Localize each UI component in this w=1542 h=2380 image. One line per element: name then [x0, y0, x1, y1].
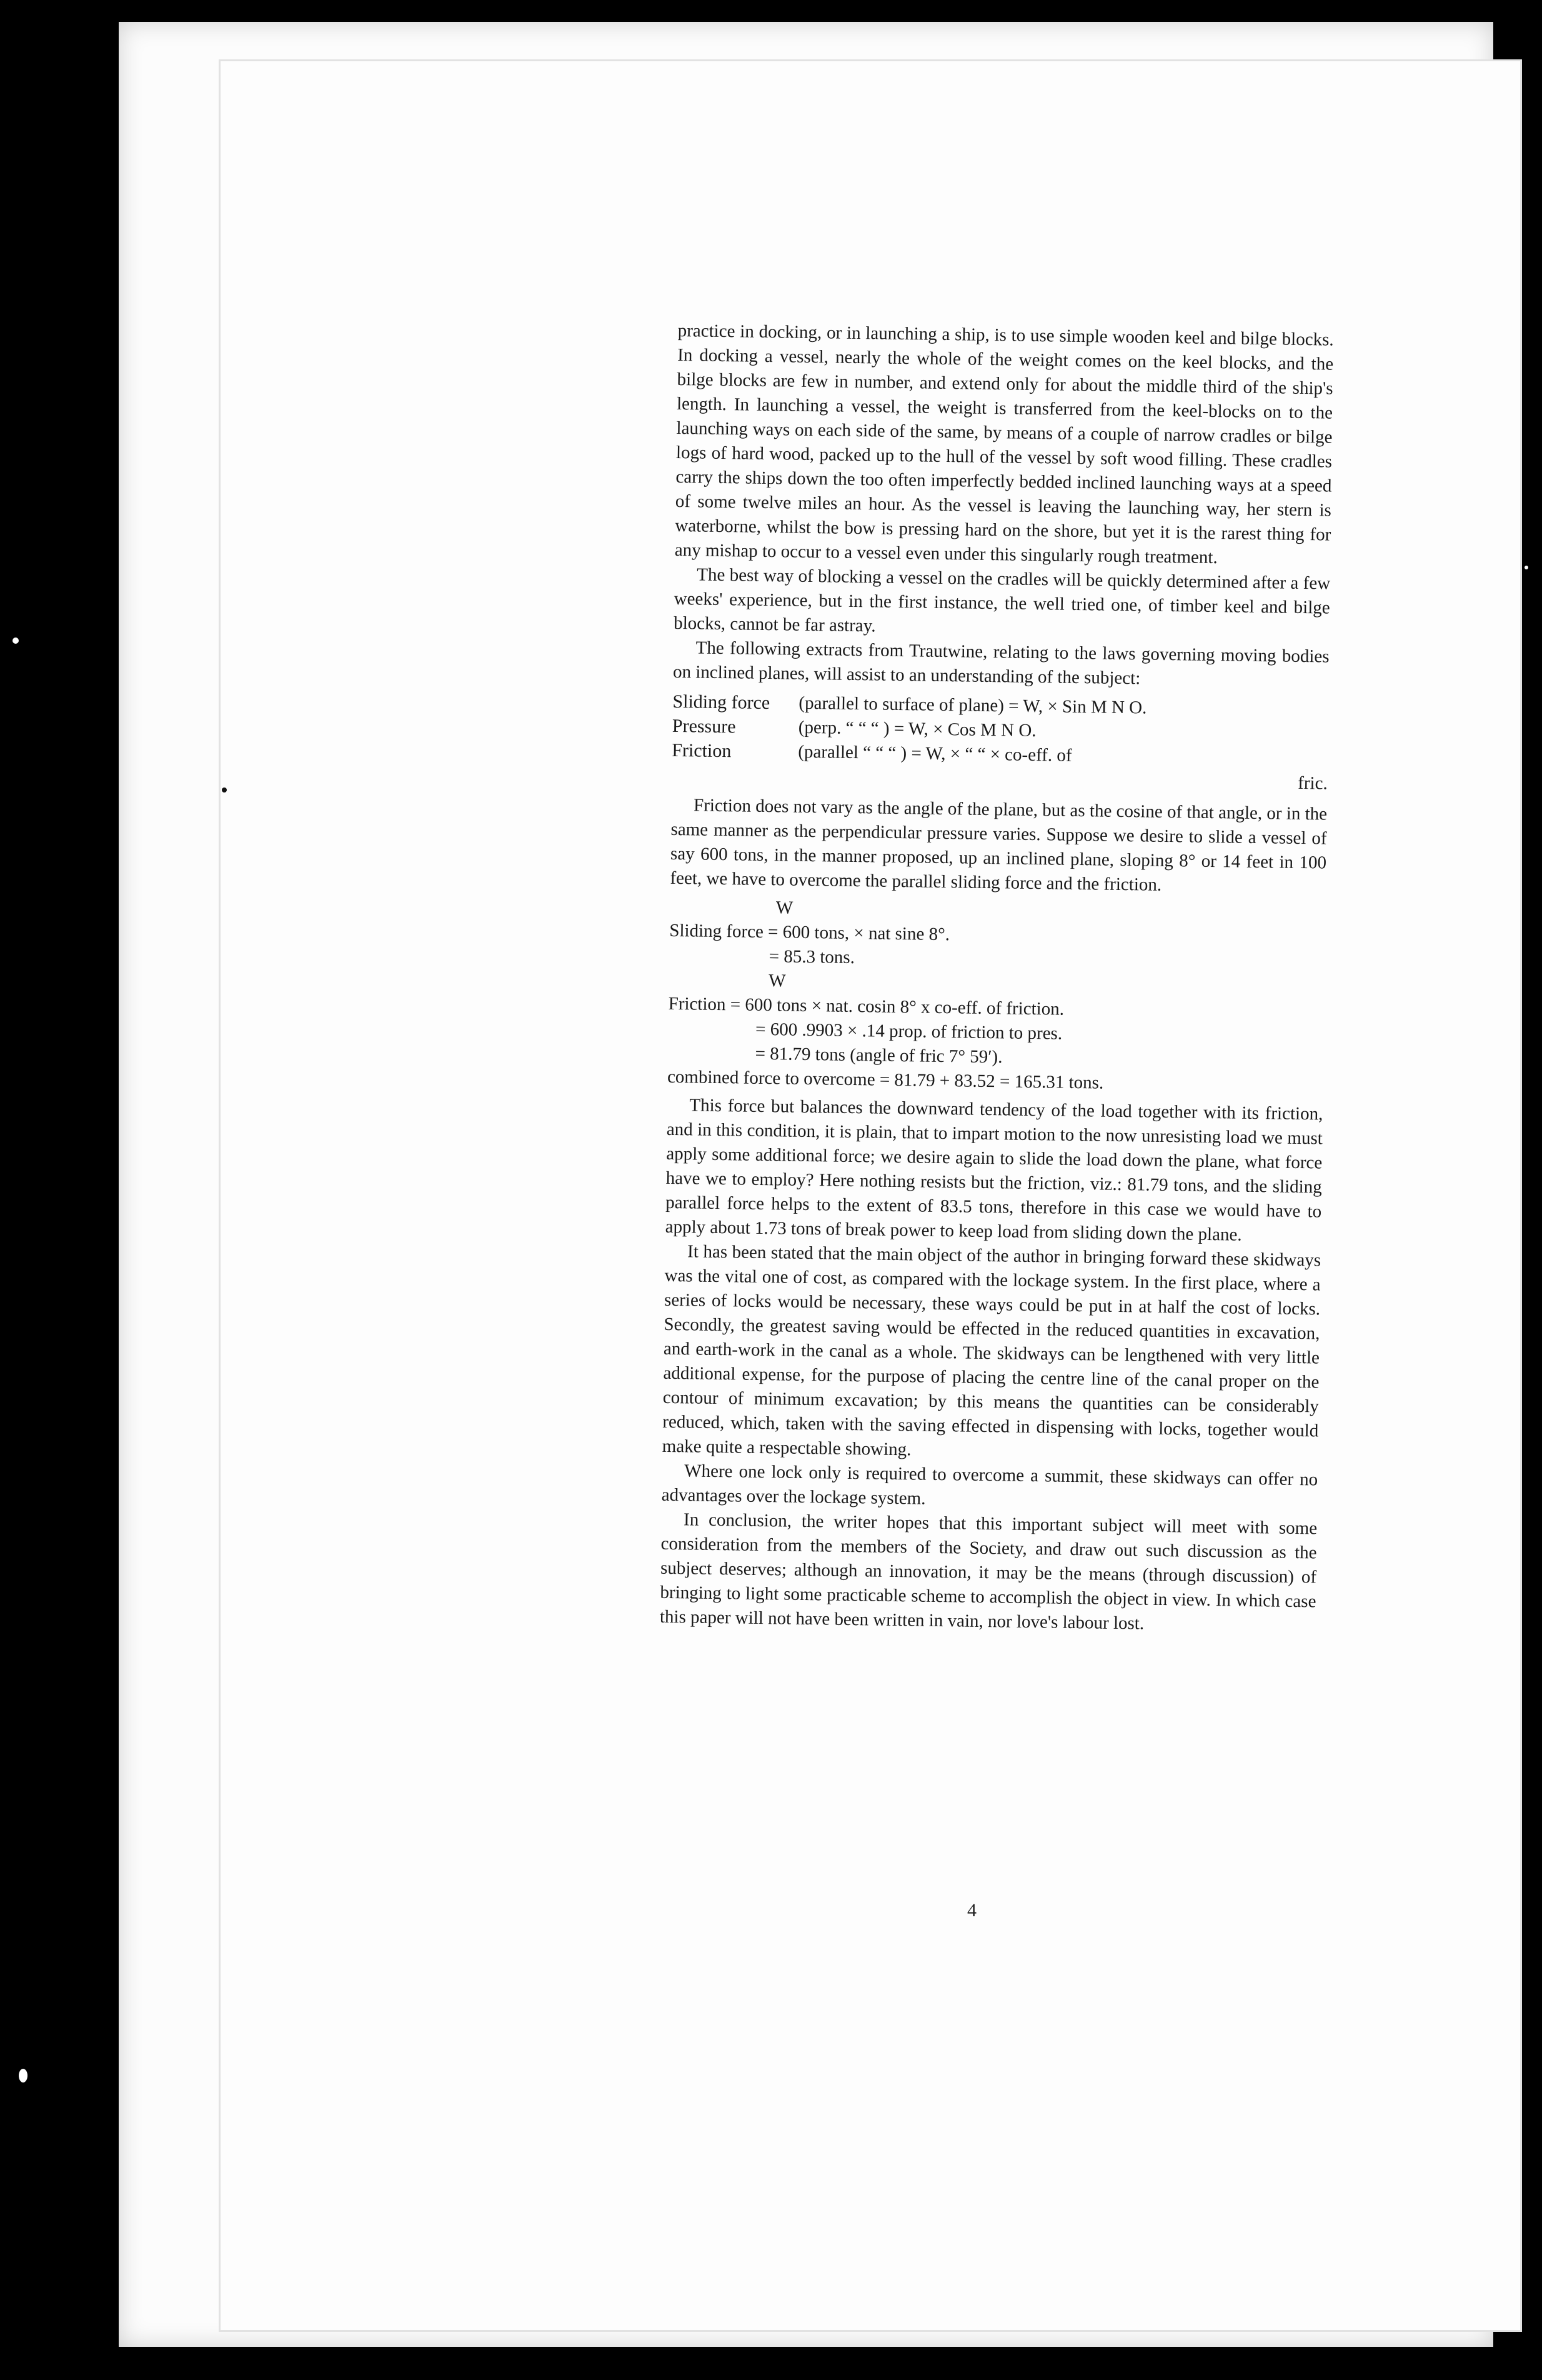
paragraph: Where one lock only is required to overcome a summit, these skidways can offer no advantages over the lockage system.	[661, 1461, 1318, 1509]
paragraph: Friction does not vary as the angle of the plane, but as the cosine of that angle, or in the same manner as the perpendicular pressure varies. Suppose we desire to slide a vessel of say 600 tons, in the manner proposed, up an inclined plane, sloping 8° or 14 feet in 100 feet, we have to overcome the parallel sliding force and the friction.	[670, 795, 1328, 895]
calc-line: combined force to overcome = 81.79 + 83.52 = 165.31 tons.	[667, 1066, 1104, 1093]
calc-weight-mark: W	[775, 898, 793, 918]
calc-line: Friction = 600 tons × nat. cosin 8° x co-eff. of friction.	[668, 993, 1065, 1019]
formula-name: Pressure	[672, 715, 736, 738]
paragraph: In conclusion, the writer hopes that this important subject will meet with some consideration from the members of the Society, and draw out such discussion as the subject deserves; although an innovation, it may be the means (through discussion) of bringing to light some practicable scheme to accomplish the object in view. In which case this paper will not have been written in vain, nor love's labour lost.	[659, 1509, 1318, 1634]
formula-expression: (parallel “ “ “ ) = W, × “ “ × co-eff. of	[798, 741, 1072, 766]
formula-expression: (parallel to surface of plane) = W, × Sin M N O.	[798, 692, 1147, 718]
paragraph: The best way of blocking a vessel on the cradles will be quickly determined after a few weeks' experience, but in the first instance, the well tried one, of timber keel and bilge blocks, cannot be far astray.	[673, 564, 1331, 636]
scan-speck	[1525, 566, 1528, 569]
formula-name: Sliding force	[672, 691, 770, 714]
paragraph: This force but balances the downward tendency of the load together with its friction, and in this condition, it is plain, that to impart motion to the now unresisting load we must apply some additional force; we desire again to slide the load down the plane, what force have we to employ? Here nothing resists but the friction, viz.: 81.79 tons, and the sliding parallel force helps to the extent of 83.5 tons, therefore in this case we would have to apply about 1.73 tons of break power to keep load from sliding down the plane.	[665, 1095, 1323, 1245]
paragraph: practice in docking, or in launching a ship, is to use simple wooden keel and bilge blocks. In docking a vessel, nearly the whole of the weight comes on the keel blocks, and the bilge blocks are few in number, and extend only for about the middle third of the ship's length. In launching a vessel, the weight is transferred from the keel-blocks on to the launching ways on each side of the same, by means of a couple of narrow cradles or bilge logs of hard wood, packed up to the hull of the vessel by soft wood filling. These cradles carry the ships down the too often imperfectly bedded inclined launching ways at a speed of some twelve miles an hour. As the vessel is leaving the launching way, her stern is waterborne, whilst the bow is pressing hard on the shore, but yet it is the rarest thing for any mishap to occur to a vessel even under this singularly rough treatment.	[674, 320, 1334, 568]
formula-expression: (perp. “ “ “ ) = W, × Cos M N O.	[798, 717, 1037, 741]
scan-speck	[12, 638, 19, 644]
formula-tail: fric.	[1298, 772, 1328, 794]
calc-line: = 81.79 tons (angle of fric 7° 59′).	[755, 1043, 1003, 1068]
scan-dot	[222, 788, 227, 792]
calc-line: = 85.3 tons.	[769, 946, 855, 968]
formula-table	[672, 689, 1329, 796]
body-text	[660, 319, 1334, 1638]
calculation	[667, 894, 1326, 1099]
calc-weight-mark: W	[769, 971, 786, 991]
page-number: 4	[967, 1900, 977, 1921]
calc-line: = 600 .9903 × .14 prop. of friction to pres.	[755, 1019, 1063, 1044]
scan-speck	[19, 2069, 27, 2082]
paragraph: It has been stated that the main object of the author in bringing forward these skidways was the vital one of cost, as compared with the lockage system. In the first place, where a series of locks would be necessary, these ways could be put in at half the cost of locks. Secondly, the greatest saving would be effected in the reduced quantities in excavation, and earth-work in the canal as a whole. The skidways can be lengthened with very little additional expense, for the purpose of placing the centre line of the canal proper on the contour of minimum excavation; by this means the quantities can be considerably reduced, which, taken with the saving effected in dispensing with locks, together would make quite a respectable showing.	[662, 1241, 1321, 1460]
calc-line: Sliding force = 600 tons, × nat sine 8°.	[669, 920, 950, 945]
formula-name: Friction	[672, 739, 732, 762]
paragraph: The following extracts from Trautwine, relating to the laws governing moving bodies on inclined planes, will assist to an understanding of the subject:	[672, 638, 1330, 689]
